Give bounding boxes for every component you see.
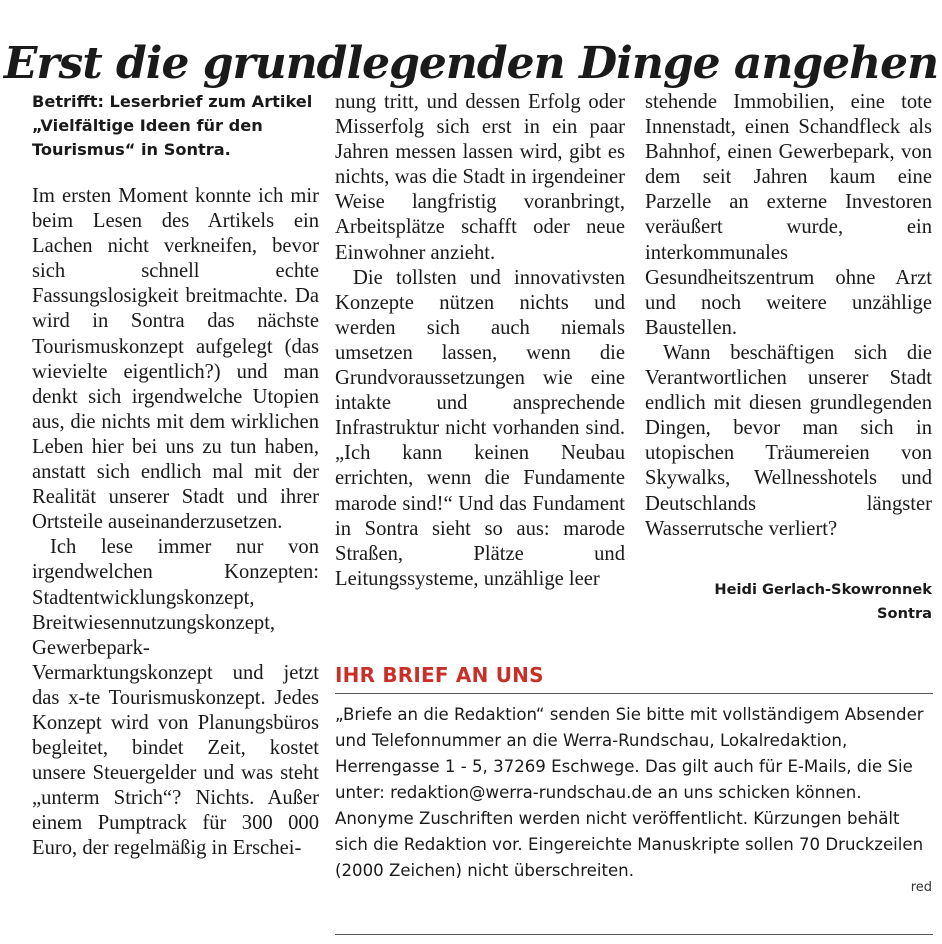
divider bbox=[335, 693, 933, 694]
letter-box-paragraph: „Briefe an die Redaktion“ senden Sie bitte mit vollständigem Absender und Telefonnummer an die Werra-Rundschau, Lokalredaktion, Herrengasse 1 - 5, 37269 Eschwege. Das gilt auch für E-Mails, die Sie unter: redaktion@werra-rundschau.de an uns schicken können. Anonyme Zuschriften werden nicht veröffentlicht. Kürzungen behält sich die Redaktion vor. Eingereichte Manuskripte sollen 70 Druckzeilen (2000 Zeichen) nicht überschreiten. bbox=[335, 705, 924, 880]
paragraph: nung tritt, und dessen Erfolg oder Misserfolg sich erst in ein paar Jahren messen lassen wird, gibt es nichts, was die Stadt in irgendeiner Weise langfristig voranbringt, Arbeitsplätze schafft oder neue Einwohner anzieht. bbox=[335, 91, 625, 264]
letter-box-text bbox=[335, 702, 933, 884]
author-name: Heidi Gerlach-Skowronnek bbox=[714, 580, 932, 598]
paragraph: Die tollsten und innovativsten Konzepte nützen nichts und werden sich auch niemals umsetzen lassen, wenn die Grundvoraussetzungen wie eine intakte und ansprechende Infrastruktur nicht vorhanden sind. „Ich kann keinen Neubau errichten, wenn die Fundamente marode sind!“ Und das Fundament in Sontra sieht so aus: marode Straßen, Plätze und Leitungssysteme, unzählige leer bbox=[335, 266, 625, 590]
paragraph: Ich lese immer nur von irgendwelchen Konzepten: Stadtentwicklungskonzept, Breitwiesennutzungskonzept, Gewerbepark-Vermarktungskonzept und jetzt das x-te Tourismuskonzept. Jedes Konzept wird von Planungsbüros begleitet, bindet Zeit, kostet unsere Steuergelder und was steht „unterm Strich“? Nichts. Außer einem Pumptrack für 300 000 Euro, der regelmäßig in Erschei- bbox=[32, 536, 319, 860]
paragraph: stehende Immobilien, eine tote Innenstadt, einen Schandfleck als Bahnhof, einen Gewerbepark, von dem seit Jahren kaum eine Parzelle an externe Investoren veräußert wurde, ein interkommunales Gesundheitszentrum ohne Arzt und noch weitere unzählige Baustellen. bbox=[645, 91, 932, 339]
headline: Erst die grundlegenden Dinge angehen bbox=[3, 38, 939, 90]
author-city: Sontra bbox=[877, 604, 932, 622]
paragraph: Wann beschäftigen sich die Verantwortlichen unserer Stadt endlich mit diesen grundlegenden Dingen, bevor man sich in utopischen Träumereien von Skywalks, Wellnesshotels und Deutschlands längster Wasserrutsche verliert? bbox=[645, 341, 932, 540]
author-signature bbox=[645, 578, 932, 626]
article-column-3 bbox=[645, 90, 932, 626]
editor-sign: red bbox=[910, 880, 932, 895]
paragraph: Im ersten Moment konnte ich mir beim Lesen des Artikels ein Lachen nicht verkneifen, bevor sich schnell echte Fassungslosigkeit breitmachte. Da wird in Sontra das nächste Tourismuskonzept aufgelegt (das wievielte eigentlich?) und man denkt sich irgendwelche Utopien aus, die nichts mit dem wirklichen Leben hier bei uns zu tun haben, anstatt sich endlich mal mit der Realität unserer Stadt und ihrer Ortsteile auseinanderzusetzen. bbox=[32, 185, 319, 534]
letter-box-title: IHR BRIEF AN UNS bbox=[335, 663, 544, 687]
article-column-1 bbox=[32, 90, 319, 862]
article-column-2 bbox=[335, 90, 625, 592]
letter-subject: Betrifft: Leserbrief zum Artikel „Vielfältige Ideen für den Tourismus“ in Sontra. bbox=[32, 92, 313, 159]
divider bbox=[335, 934, 933, 935]
